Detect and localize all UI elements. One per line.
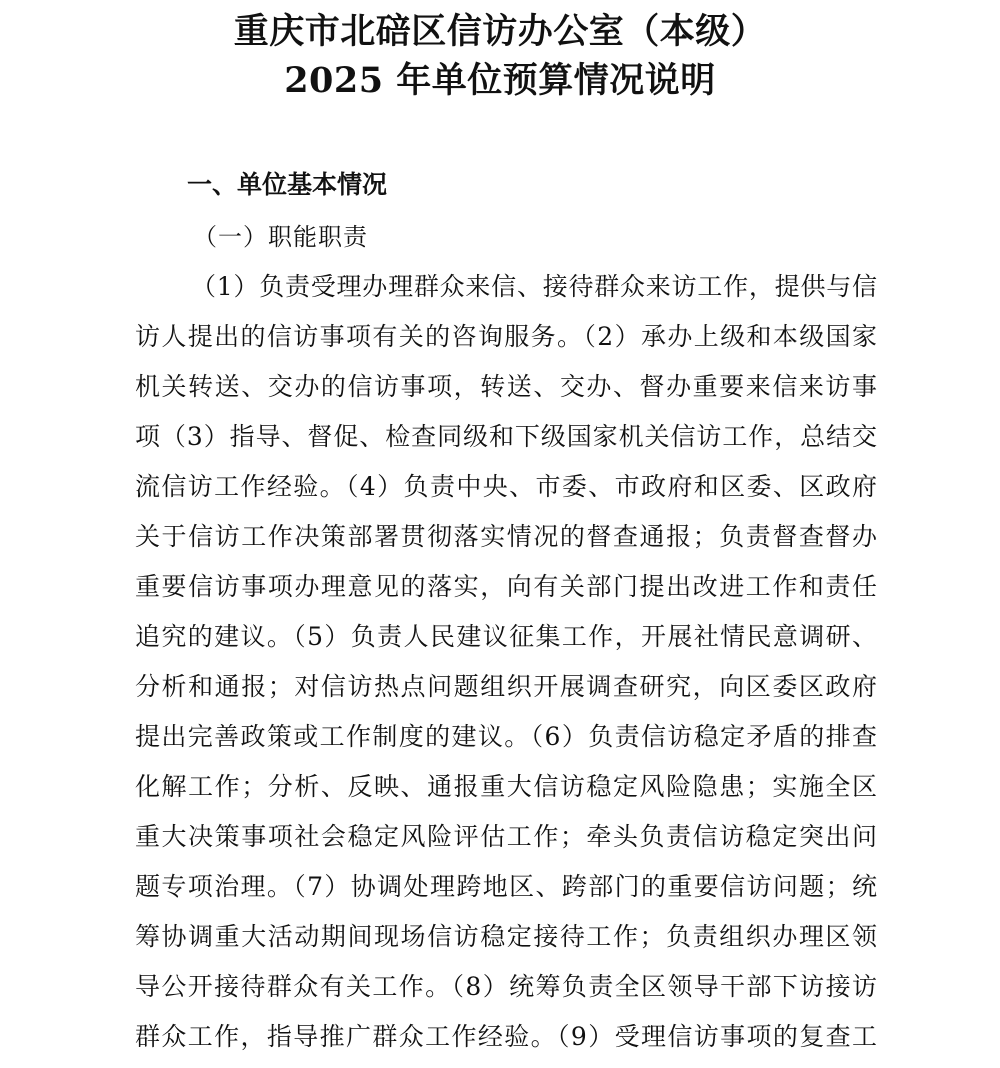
paragraph-line: 机关转送、交办的信访事项，转送、交办、督办重要来信来访事: [135, 372, 877, 401]
body-paragraph: [135, 268, 877, 1068]
paragraph-line: 项（3）指导、督促、检查同级和下级国家机关信访工作，总结交: [135, 422, 877, 451]
subsection-heading: （一）职能职责: [193, 223, 368, 251]
paragraph-line: 重要信访事项办理意见的落实，向有关部门提出改进工作和责任: [135, 572, 877, 601]
paragraph-line: 题专项治理。（7）协调处理跨地区、跨部门的重要信访问题；统: [135, 872, 877, 901]
paragraph-line: 流信访工作经验。（4）负责中央、市委、市政府和区委、区政府: [135, 472, 877, 501]
paragraph-line: 导公开接待群众有关工作。（8）统筹负责全区领导干部下访接访: [135, 972, 877, 1001]
document-title-line2: 2025 年单位预算情况说明: [284, 60, 716, 101]
paragraph-line: 访人提出的信访事项有关的咨询服务。（2）承办上级和本级国家: [135, 322, 877, 351]
section-heading: 一、单位基本情况: [187, 170, 388, 199]
paragraph-line: 关于信访工作决策部署贯彻落实情况的督查通报；负责督查督办: [135, 522, 877, 551]
paragraph-line: （1）负责受理办理群众来信、接待群众来访工作，提供与信: [191, 272, 877, 301]
paragraph-line: 分析和通报；对信访热点问题组织开展调查研究，向区委区政府: [135, 672, 877, 701]
paragraph-line: 群众工作，指导推广群众工作经验。（9）受理信访事项的复查工: [135, 1022, 877, 1051]
paragraph-line: 追究的建议。（5）负责人民建议征集工作，开展社情民意调研、: [135, 622, 877, 651]
paragraph-line: 重大决策事项社会稳定风险评估工作；牵头负责信访稳定突出问: [135, 822, 877, 851]
paragraph-line: 化解工作；分析、反映、通报重大信访稳定风险隐患；实施全区: [135, 772, 877, 801]
paragraph-line: 提出完善政策或工作制度的建议。（6）负责信访稳定矛盾的排查: [135, 722, 877, 751]
paragraph-line: 筹协调重大活动期间现场信访稳定接待工作；负责组织办理区领: [135, 922, 877, 951]
document-title-line1: 重庆市北碚区信访办公室（本级）: [233, 11, 767, 52]
